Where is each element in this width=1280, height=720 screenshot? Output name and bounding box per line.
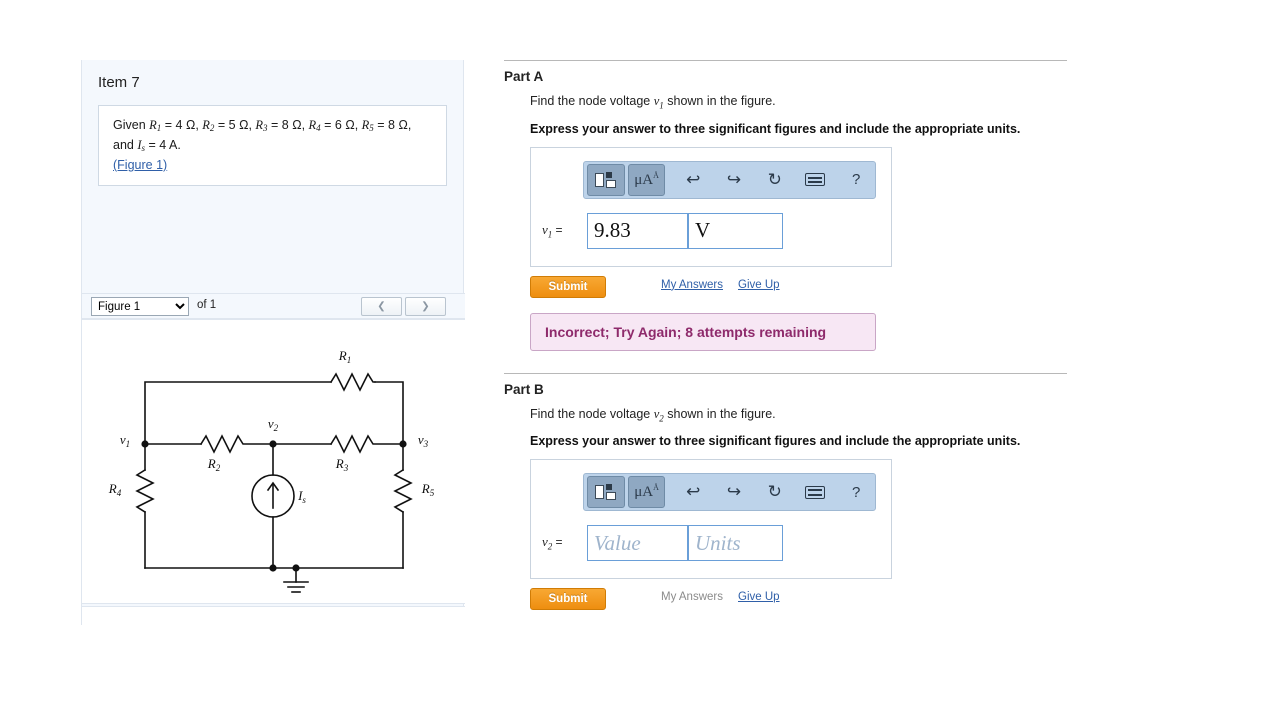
figure-canvas <box>82 319 465 604</box>
part-b-divider <box>504 373 1067 374</box>
page-title: Item 7 <box>98 74 140 91</box>
label-r1: $R_1$ <box>338 348 352 365</box>
part-a-answer-box <box>530 147 892 267</box>
node-dot-ground <box>292 564 299 571</box>
given-term-r3-symbol: R <box>255 118 264 132</box>
part-a-toolbar <box>583 161 876 199</box>
units-picker-icon[interactable]: $\mu A^Å$ <box>628 476 666 508</box>
given-term-r4-symbol: R <box>308 118 317 132</box>
label-v3: $v_3$ <box>417 432 429 449</box>
given-prefix: Given <box>113 118 150 132</box>
part-a-my-answers-link[interactable]: My Answers <box>661 278 723 291</box>
figure-toolbar <box>82 293 465 319</box>
part-a-submit-button[interactable]: Submit <box>530 276 606 298</box>
part-b-section <box>504 373 1067 613</box>
undo-arrow-icon[interactable]: ↩ <box>686 169 701 189</box>
part-a-answer-row <box>531 210 891 256</box>
part-a-give-up-link[interactable]: Give Up <box>738 278 780 291</box>
part-a-question-suffix: shown in the figure. <box>663 94 776 108</box>
parts-panel <box>504 60 1067 612</box>
part-a-question <box>530 94 1067 111</box>
part-b-give-up-link[interactable]: Give Up <box>738 591 780 603</box>
part-a-heading: Part A <box>504 69 544 84</box>
reset-circle-icon[interactable]: ↻ <box>767 482 782 501</box>
redo-arrow-icon[interactable]: ↪ <box>726 482 742 501</box>
part-b-instruction: Express your answer to three significant figures and include the appropriate units. <box>530 434 1021 448</box>
given-term-r2-symbol: R <box>202 118 210 132</box>
part-b-value-input[interactable] <box>587 525 688 561</box>
template-blocks-icon[interactable] <box>587 164 625 196</box>
label-v2: $v_2$ <box>267 416 279 433</box>
help-button[interactable]: ? <box>851 483 861 501</box>
part-b-my-answers-link: My Answers <box>661 591 723 603</box>
label-v1: $v_1$ <box>119 432 131 449</box>
figure-footer-strip <box>82 606 465 625</box>
label-r3: $R_3$ <box>335 456 349 473</box>
given-statement: Given R1 = 4 Ω, R2 = 5 Ω, R3 = 8 Ω, R4 = 6 Ω, R5 = 8 Ω, and Is = 4 A. (Figure 1) <box>98 105 447 186</box>
part-b-answer-row <box>531 522 891 568</box>
template-blocks-icon[interactable] <box>587 476 625 508</box>
part-b-question <box>530 407 1067 424</box>
part-a-feedback-banner: Incorrect; Try Again; 8 attempts remaining <box>530 313 876 351</box>
part-a-value-input[interactable] <box>587 213 688 249</box>
label-r2: $R_2$ <box>207 456 221 473</box>
part-b-question-suffix: shown in the figure. <box>663 406 776 421</box>
figure-next-button[interactable]: ❯ <box>405 297 446 316</box>
part-a-units-input[interactable] <box>688 213 783 249</box>
node-dot-bottom <box>269 564 276 571</box>
undo-arrow-icon[interactable]: ↩ <box>686 482 701 501</box>
given-term-is-symbol: I <box>137 137 142 152</box>
item-panel <box>81 60 464 625</box>
part-b-toolbar <box>583 473 876 511</box>
given-term-r1-symbol: R <box>149 118 157 132</box>
part-b-question-prefix: Find the node voltage <box>530 406 654 421</box>
given-term-r4-sub: 4 <box>316 123 321 133</box>
part-a-question-symbol: $v_1$ <box>653 94 664 111</box>
node-dot-v3 <box>399 440 406 447</box>
given-and-word: and <box>113 137 134 152</box>
part-a-section <box>504 60 1067 351</box>
part-b-answer-box <box>530 459 892 579</box>
help-button[interactable]: ? <box>851 171 861 188</box>
part-a-instruction: Express your answer to three significant figures and include the appropriate units. <box>530 121 1021 136</box>
part-b-answer-label: $v_2$ = <box>542 534 563 552</box>
part-a-submit-row <box>530 276 892 300</box>
node-dot-v2 <box>269 440 276 447</box>
label-r5: $R_5$ <box>421 481 435 498</box>
figure-count-label: of 1 <box>197 299 217 311</box>
part-b-submit-button[interactable]: Submit <box>530 588 606 610</box>
given-term-r1-value: 4 Ω <box>175 118 196 132</box>
given-term-is-value: 4 A <box>159 137 178 152</box>
part-b-heading: Part B <box>504 381 544 397</box>
given-term-r2-value: 5 Ω <box>228 118 249 132</box>
part-a-divider <box>504 60 1067 61</box>
label-is: $I_s$ <box>298 488 306 505</box>
given-term-r5-value: 8 Ω <box>388 118 408 132</box>
label-r4: $R_4$ <box>108 481 122 498</box>
reset-circle-icon[interactable]: ↻ <box>767 169 782 189</box>
redo-arrow-icon[interactable]: ↪ <box>726 169 742 189</box>
given-term-r5-symbol: R <box>361 118 370 132</box>
part-a-question-prefix: Find the node voltage <box>530 94 654 108</box>
circuit-diagram <box>83 320 464 604</box>
part-a-answer-label: $v_1$ = <box>542 221 563 240</box>
given-term-r3-sub: 3 <box>263 123 268 133</box>
part-b-units-input[interactable] <box>688 525 783 561</box>
part-b-question-symbol: $v_2$ <box>653 406 664 423</box>
node-dot-v1 <box>141 440 148 447</box>
figure-select[interactable] <box>91 297 189 316</box>
circuit-svg <box>83 320 464 604</box>
given-term-r4-value: 6 Ω <box>334 118 355 132</box>
given-term-r1-sub: 1 <box>156 123 162 133</box>
figure-prev-button[interactable]: ❮ <box>361 297 402 316</box>
figure-link[interactable]: (Figure 1) <box>113 157 168 172</box>
part-b-submit-row <box>530 588 892 612</box>
given-term-r2-sub: 2 <box>209 123 215 133</box>
keyboard-icon[interactable] <box>797 164 835 196</box>
keyboard-icon[interactable] <box>797 476 835 508</box>
units-picker-icon[interactable]: $\mu A^Å$ <box>628 164 666 196</box>
given-term-r5-sub: 5 <box>369 123 374 133</box>
given-term-is-sub: s <box>141 142 146 153</box>
given-term-r3-value: 8 Ω <box>281 118 302 132</box>
